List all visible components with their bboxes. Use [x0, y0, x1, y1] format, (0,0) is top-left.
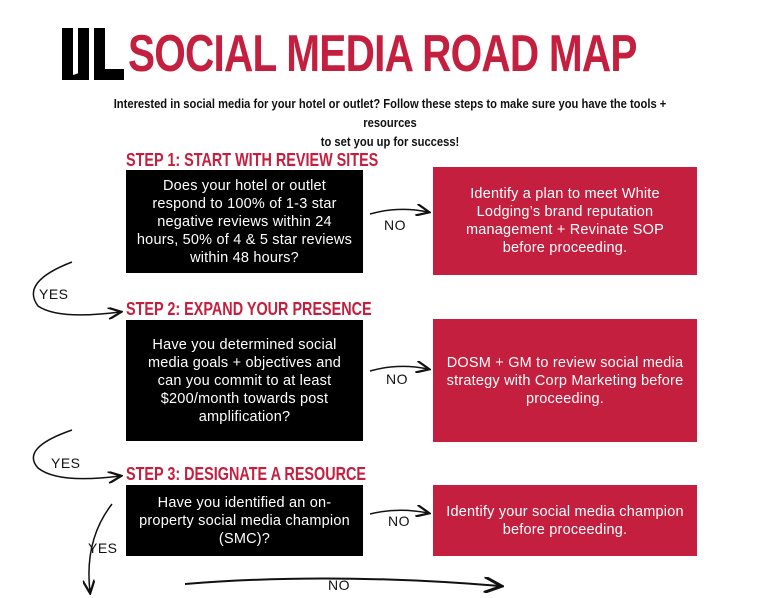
step-2-heading: STEP 2: EXPAND YOUR PRESENCE: [126, 299, 372, 319]
step-3-question-box: Have you identified an on-property social media champion (SMC)?: [126, 485, 363, 556]
step-1-no-action-box: Identify a plan to meet White Lodging’s brand reputation management + Revinate SOP before proceeding.: [433, 167, 697, 275]
step-1-heading: STEP 1: START WITH REVIEW SITES: [126, 150, 379, 170]
page-title: SOCIAL MEDIA ROAD MAP: [128, 25, 637, 83]
step-1-no-label: NO: [384, 217, 406, 233]
subtitle-line-2: to set you up for success!: [320, 134, 460, 149]
step-3-yes-label: YES: [88, 540, 118, 556]
step-1-yes-label: YES: [39, 286, 69, 302]
step-3-no-label: NO: [388, 513, 410, 529]
step-3-heading: STEP 3: DESIGNATE A RESOURCE: [126, 464, 367, 484]
step-2-no-label: NO: [386, 371, 408, 387]
subtitle-line-1: Interested in social media for your hotel or outlet? Follow these steps to make sure you have the tools + resources: [113, 96, 667, 130]
step-3-no-action-box: Identify your social media champion before proceeding.: [433, 485, 697, 556]
step-2-yes-label: YES: [51, 455, 81, 471]
step-2-question-box: Have you determined social media goals + objectives and can you commit to at least $200/month towards post amplification?: [126, 320, 363, 441]
bottom-no-label: NO: [328, 577, 350, 593]
no-arrow-1: [370, 209, 428, 214]
step-1-question-box: Does your hotel or outlet respond to 100% of 1-3 star negative reviews within 24 hours, 50% of 4 & 5 star reviews within 48 hours?: [126, 170, 363, 273]
step-2-no-action-box: DOSM + GM to review social media strategy with Corp Marketing before proceeding.: [433, 319, 697, 442]
